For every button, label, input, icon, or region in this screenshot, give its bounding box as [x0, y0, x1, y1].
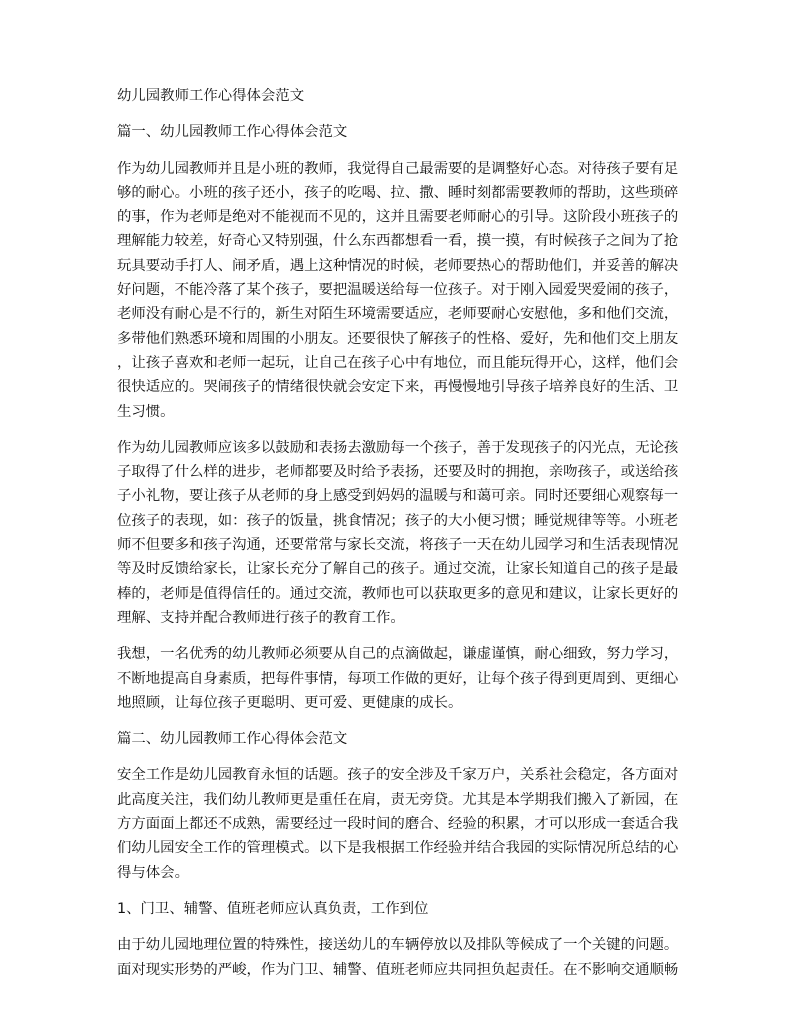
paragraph-line: 好问题，不能冷落了某个孩子，要把温暖送给每一位孩子。对于刚入园爱哭爱闹的孩子，: [117, 282, 679, 299]
paragraph-line: 玩具要动手打人、闹矛盾，遇上这种情况的时候，老师要热心的帮助他们，并妥善的解决: [117, 257, 679, 274]
paragraph-line: 很快适应的。哭闹孩子的情绪很快就会安定下来，再慢慢地引导孩子培养良好的生活、卫: [117, 379, 679, 396]
paragraph: [117, 933, 683, 982]
paragraph: [117, 642, 683, 715]
paragraph-line: ，让孩子喜欢和老师一起玩，让自己在孩子心中有地位，而且能玩得开心，这样，他们会: [117, 354, 679, 371]
paragraph-line: 生习惯。: [117, 403, 175, 420]
section-heading: 篇二、幼儿园教师工作心得体会范文: [117, 731, 348, 748]
paragraph-line: 此高度关注，我们幼儿教师更是重任在肩，责无旁贷。尤其是本学期我们搬入了新园，在: [117, 791, 679, 808]
paragraph-line: 不断地提高自身素质，把每件事情，每项工作做的更好，让每个孩子得到更周到、更细心: [117, 670, 679, 687]
paragraph-line: 师不但要多和孩子沟通，还要常常与家长交流，将孩子一天在幼儿园学习和生活表现情况: [117, 537, 679, 554]
paragraph-line: 地照顾，让每位孩子更聪明、更可爱、更健康的成长。: [117, 694, 463, 711]
paragraph-line: 安全工作是幼儿园教育永恒的话题。孩子的安全涉及千家万户，关系社会稳定，各方面对: [117, 767, 679, 784]
paragraph-line: 够的耐心。小班的孩子还小，孩子的吃喝、拉、撒、睡时刻都需要教师的帮助，这些琐碎: [117, 184, 679, 201]
document-page: [117, 84, 683, 982]
paragraph-line: 理解、支持并配合教师进行孩子的教育工作。: [117, 609, 405, 626]
paragraph: [117, 157, 683, 424]
item-heading: 1、门卫、辅警、值班老师应认真负责，工作到位: [117, 900, 429, 917]
paragraph-line: 等及时反馈给家长，让家长充分了解自己的孩子。通过交流，让家长知道自己的孩子是最: [117, 561, 679, 578]
section-heading: 篇一、幼儿园教师工作心得体会范文: [117, 124, 348, 141]
paragraph-line: 由于幼儿园地理位置的特殊性，接送幼儿的车辆停放以及排队等候成了一个关键的问题。: [117, 937, 679, 954]
paragraph-line: 位孩子的表现，如：孩子的饭量，挑食情况；孩子的大小便习惯；睡觉规律等等。小班老: [117, 512, 679, 529]
paragraph-line: 多带他们熟悉环境和周围的小朋友。还要很快了解孩子的性格、爱好，先和他们交上朋友: [117, 330, 679, 347]
paragraph-line: 们幼儿园安全工作的管理模式。以下是我根据工作经验并结合我园的实际情况所总结的心: [117, 840, 679, 857]
paragraph: [117, 763, 683, 884]
paragraph: [117, 436, 683, 630]
paragraph-line: 老师没有耐心是不行的，新生对陌生环境需要适应，老师要耐心安慰他，多和他们交流，: [117, 306, 679, 323]
paragraph-line: 得与体会。: [117, 864, 189, 881]
paragraph-line: 作为幼儿园教师并且是小班的教师，我觉得自己最需要的是调整好心态。对待孩子要有足: [117, 160, 679, 177]
paragraph-line: 理解能力较差，好奇心又特别强，什么东西都想看一看，摸一摸，有时候孩子之间为了抢: [117, 233, 679, 250]
paragraph-line: 面对现实形势的严峻，作为门卫、辅警、值班老师应共同担负起责任。在不影响交通顺畅: [117, 961, 679, 978]
document-title: 幼儿园教师工作心得体会范文: [117, 88, 305, 104]
paragraph-line: 作为幼儿园教师应该多以鼓励和表扬去激励每一个孩子，善于发现孩子的闪光点，无论孩: [117, 439, 679, 456]
paragraph-line: 我想，一名优秀的幼儿教师必须要从自己的点滴做起，谦虚谨慎，耐心细致，努力学习，: [117, 646, 679, 663]
paragraph-line: 棒的，老师是值得信任的。通过交流，教师也可以获取更多的意见和建议，让家长更好的: [117, 585, 679, 602]
paragraph-line: 的事，作为老师是绝对不能视而不见的，这并且需要老师耐心的引导。这阶段小班孩子的: [117, 209, 679, 226]
paragraph-line: 子取得了什么样的进步，老师都要及时给予表扬，还要及时的拥抱，亲吻孩子，或送给孩: [117, 464, 679, 481]
paragraph-line: 方方面面上都还不成熟，需要经过一段时间的磨合、经验的积累，才可以形成一套适合我: [117, 816, 679, 833]
paragraph-line: 子小礼物，要让孩子从老师的身上感受到妈妈的温暖与和蔼可亲。同时还要细心观察每一: [117, 488, 679, 505]
